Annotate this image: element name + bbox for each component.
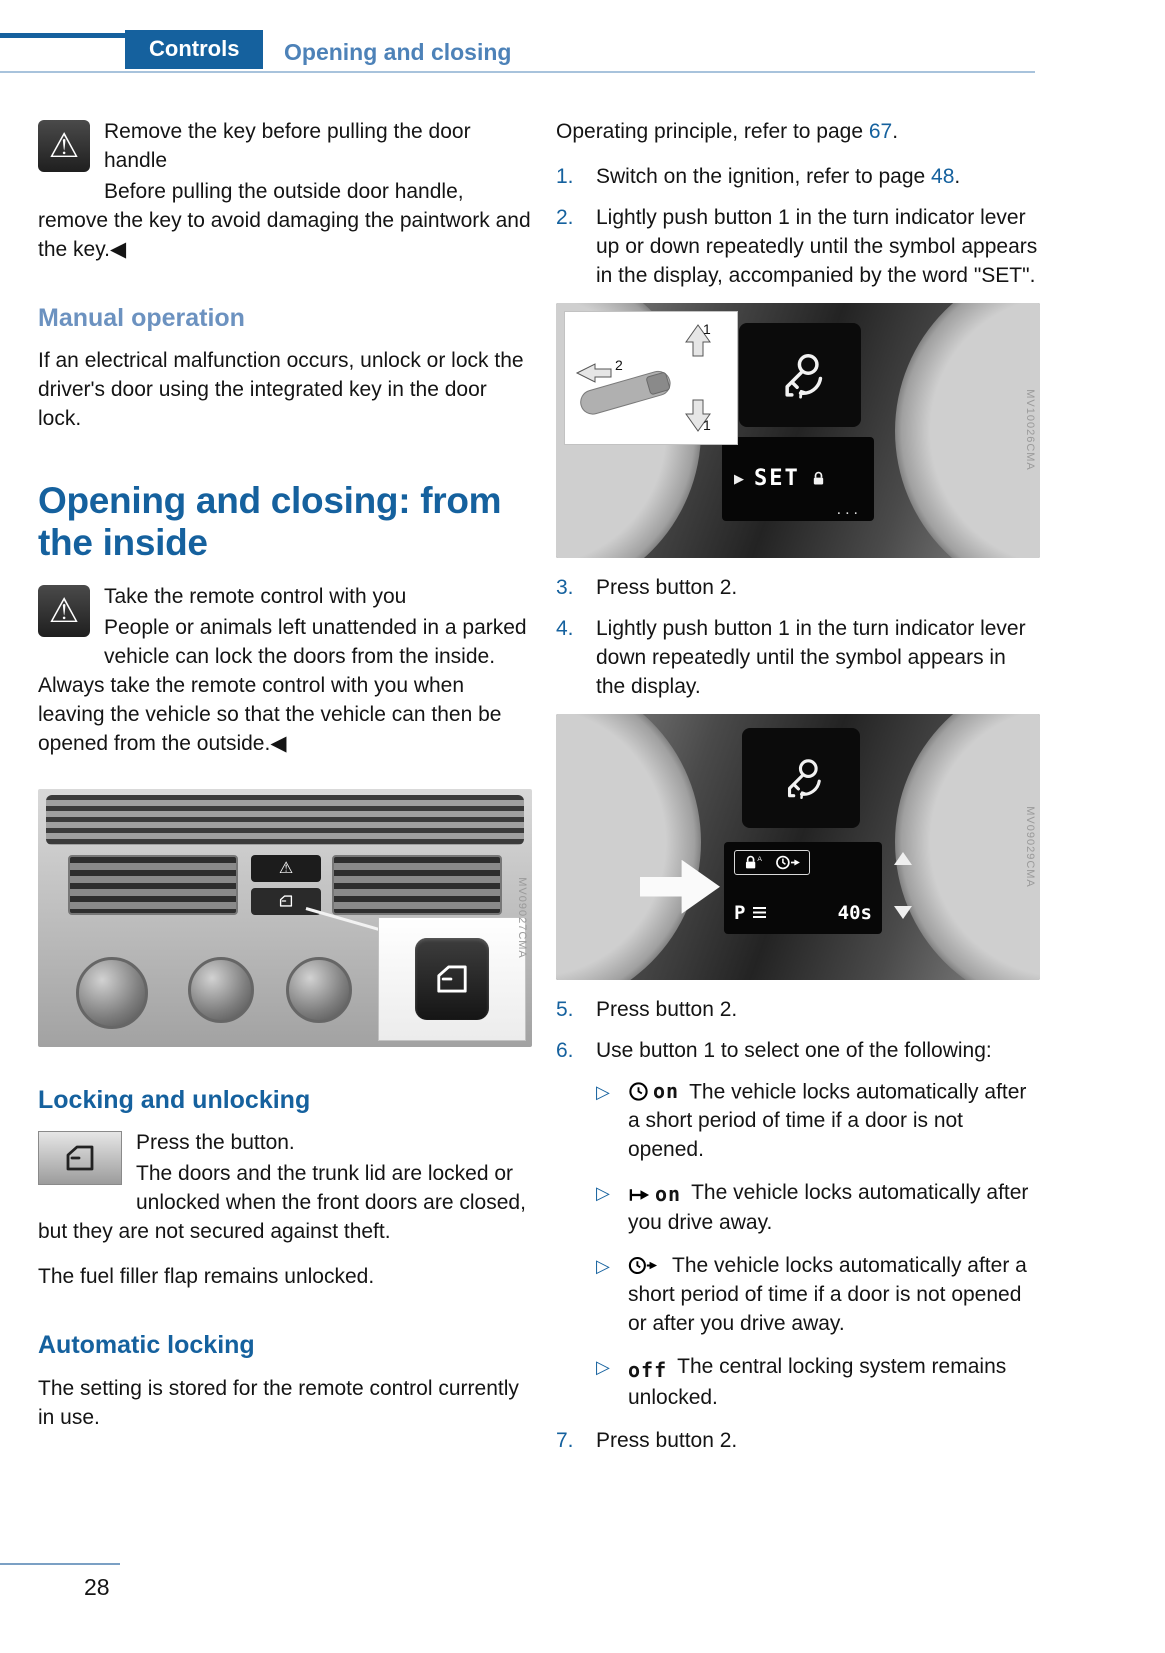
figure-cluster-autolock [556, 714, 1040, 980]
image-watermark: MV10026CMA [1024, 389, 1036, 472]
left-column [38, 118, 532, 1447]
step-number: 1. [556, 164, 574, 188]
right-gauge [895, 303, 1040, 558]
callout-label-1: 1 [703, 416, 711, 433]
manual-operation-body: If an electrical malfunction occurs, unlock or lock the driver's door using the integrated key in the door lock. [38, 349, 524, 431]
option-text: on The vehicle locks automatically after you drive away. [628, 1180, 1029, 1234]
step-number: 3. [556, 575, 574, 599]
door-lock-button-closeup [415, 938, 489, 1020]
step-7 [556, 1427, 1040, 1456]
option-timer-on [596, 1078, 1040, 1165]
fuel-flap-note: The fuel filler flap remains unlocked. [38, 1265, 375, 1289]
callout-label-1: 1 [703, 320, 711, 337]
clock-on-icon: on [628, 1078, 679, 1106]
step-number: 6. [556, 1038, 574, 1062]
figure-dashboard-lock-button [38, 789, 532, 1047]
door-lock-button-icon [38, 1131, 122, 1185]
warning-glyph: ⚠ [48, 127, 80, 165]
svg-text:A: A [757, 855, 762, 863]
triangle-marker-icon: ▷ [596, 1356, 610, 1377]
press-button-note [38, 1129, 532, 1247]
time-label: 40s [837, 901, 872, 924]
display-selection-box [734, 850, 810, 875]
step-number: 2. [556, 205, 574, 229]
page-number: 28 [84, 1574, 110, 1600]
key-symbol-panel [742, 728, 860, 828]
automatic-locking-body: The setting is stored for the remote control currently in use. [38, 1376, 519, 1429]
padlock-auto-icon [743, 854, 765, 871]
display-dots: ... [836, 500, 862, 518]
right-column [556, 118, 1040, 1468]
clock-arrow-option-icon [628, 1255, 662, 1276]
dashboard-top-vent [46, 795, 524, 845]
locking-body: The doors and the trunk lid are locked or unlocked when the front doors are closed, but they are not secured against theft. [38, 1162, 526, 1244]
door-lock-icon [430, 957, 474, 1001]
header-accent-line [0, 33, 125, 38]
step-number: 4. [556, 616, 574, 640]
step-6 [556, 1037, 1040, 1066]
heading-locking-unlocking: Locking and unlocking [38, 1085, 311, 1114]
step-text: Press button 2. [596, 997, 738, 1021]
header-rule [0, 71, 1035, 73]
warning-triangle-icon [38, 585, 90, 637]
warning-glyph: ⚠ [278, 859, 294, 877]
operating-principle-note [556, 118, 1040, 147]
step-4 [556, 615, 1040, 702]
play-triangle-icon: ▶ [734, 470, 744, 486]
climate-knob [188, 957, 254, 1023]
heading-manual-operation: Manual operation [38, 303, 245, 332]
clock-arrow-icon [775, 854, 801, 871]
warning-note-key [38, 118, 532, 265]
option-text: off The central locking system remains unlocked. [628, 1354, 1007, 1410]
set-label: SET [754, 465, 800, 491]
drive-away-on-icon: on [628, 1181, 681, 1209]
turn-indicator-lever-diagram [565, 312, 737, 444]
section-tab: Controls [125, 30, 263, 69]
option-driveaway-on [596, 1179, 1040, 1238]
triangle-marker-icon: ▷ [596, 1182, 610, 1203]
key-symbol-panel [739, 323, 861, 427]
page-ref-67[interactable]: 67 [868, 120, 893, 143]
step-text: Lightly push button 1 in the turn indicator lever up or down repeatedly until the symbol appears in the display, accompanied by the word "SET". [596, 205, 1038, 287]
step-text: Press button 2. [596, 575, 738, 599]
option-text: on The vehicle locks automatically after a short period of time if a door is not opened. [628, 1078, 1027, 1161]
left-arrow-icon [577, 364, 611, 382]
warning-glyph: ⚠ [48, 592, 80, 631]
warning-title: Remove the key before pulling the door handle [104, 120, 471, 172]
padlock-icon [810, 470, 827, 487]
step-text: Lightly push button 1 in the turn indicator lever down repeatedly until the symbol appears in the display. [596, 616, 1026, 698]
intro-text-end: . [892, 120, 899, 143]
button-closeup-inset [378, 917, 526, 1041]
press-button-label: Press the button. [136, 1131, 295, 1155]
step-3 [556, 574, 1040, 603]
footer-rule [0, 1563, 120, 1565]
step-text: Use button 1 to select one of the following: [596, 1038, 992, 1062]
remote-key-icon [776, 753, 826, 803]
step-2 [556, 204, 1040, 291]
callout-label-2: 2 [615, 356, 623, 373]
off-label-icon: off [628, 1357, 668, 1382]
figure-cluster-set [556, 303, 1040, 558]
display-time-row [734, 900, 872, 926]
cluster-display-set [722, 437, 874, 521]
warning-body: Before pulling the outside door handle, remove the key to avoid damaging the paintwork and the key.◀ [38, 179, 531, 261]
image-watermark: MV09029CMA [1024, 805, 1036, 888]
chapter-title: Opening and closing [284, 39, 512, 65]
warning-body: People or animals left unattended in a parked vehicle can lock the doors from the inside. Always take the remote control with you when leaving the vehicle so that the vehicle can then be opened from the outside.◀ [38, 616, 527, 755]
left-gauge [556, 714, 701, 980]
dashboard-right-vent [332, 855, 502, 915]
triangle-marker-icon: ▷ [596, 1255, 610, 1276]
hazard-warning-button [251, 855, 321, 882]
page-ref-48[interactable]: 48 [931, 164, 955, 188]
clock-arrow-icon [628, 1255, 658, 1276]
menu-bars-icon [753, 907, 766, 918]
door-lock-icon [277, 892, 295, 910]
image-watermark: MV09027CMA [516, 877, 528, 959]
warning-title: Take the remote control with you [104, 585, 407, 609]
warning-note-remote [38, 583, 532, 759]
intro-text: Operating principle, refer to page [556, 120, 869, 143]
triangle-marker-icon: ▷ [596, 1081, 610, 1102]
option-text: The vehicle locks automatically after a short period of time if a door is not opened or after you drive away. [628, 1253, 1027, 1335]
cluster-display-autolock [724, 842, 882, 934]
step-1 [556, 163, 1040, 192]
remote-key-icon [772, 347, 828, 403]
p-label: P [734, 901, 746, 924]
warning-triangle-icon [38, 120, 90, 172]
step-5 [556, 996, 1040, 1025]
dashboard-left-vent [68, 855, 238, 915]
option-timer-driveaway [596, 1252, 1040, 1339]
up-triangle-icon [894, 852, 912, 865]
option-off [596, 1353, 1040, 1414]
step-text: Press button 2. [596, 1429, 738, 1453]
down-triangle-icon [894, 906, 912, 919]
step-text: Switch on the ignition, refer to page 48. [596, 164, 961, 188]
step-number: 7. [556, 1429, 574, 1453]
turn-indicator-lever-inset [564, 311, 738, 445]
drive-away-arrow-icon [628, 1187, 651, 1203]
right-gauge [895, 714, 1040, 980]
heading-automatic-locking: Automatic locking [38, 1331, 255, 1360]
heading-opening-closing-inside: Opening and closing: from the inside [38, 480, 502, 563]
door-lock-icon [60, 1138, 100, 1178]
step-number: 5. [556, 997, 574, 1021]
climate-knob [286, 957, 352, 1023]
climate-knob [76, 957, 148, 1029]
clock-icon [628, 1081, 649, 1102]
